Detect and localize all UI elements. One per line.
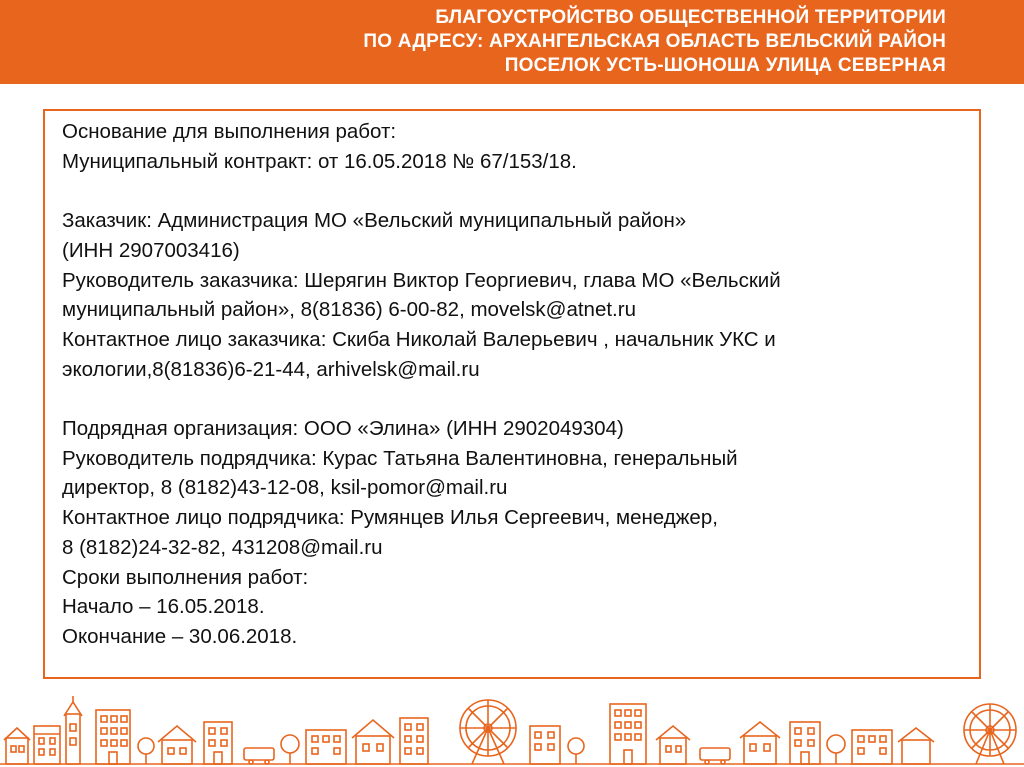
house-icon [4,728,30,764]
tree-icon [281,735,299,764]
content-frame [43,109,981,679]
contractor-head-line-1: Руководитель подрядчика: Курас Татьяна Валентиновна, генеральный [62,446,738,470]
building-icon [400,718,428,764]
tall-building-icon [96,710,130,764]
customer-inn-line: (ИНН 2907003416) [62,238,240,262]
basis-heading: Основание для выполнения работ: [62,120,397,143]
header-band [0,0,1024,84]
customer-line: Заказчик: Администрация МО «Вельский муниципальный район» [62,209,687,233]
contractor-contact-line-1: Контактное лицо подрядчика: Румянцев Илья Сергеевич, менеджер, [62,506,718,530]
city-skyline-illustration [0,696,1024,767]
building-icon [852,730,892,764]
contractor-head-line-2: директор, 8 (8182)43-12-08, ksil-pomor@mail.ru [62,476,508,500]
page-title [226,6,946,78]
building-icon [790,722,820,764]
contractor-line: Подрядная организация: ООО «Элина» (ИНН 2902049304) [62,417,624,440]
ferris-wheel-icon [964,704,1016,764]
customer-head-line-1: Руководитель заказчика: Шерягин Виктор Георгиевич, глава МО «Вельский [62,268,781,292]
paragraph-gap [62,384,972,414]
house-icon [158,726,196,764]
end-date-line: Окончание – 30.06.2018. [62,624,298,648]
building-icon [204,722,232,764]
building-icon [306,730,346,764]
title-line-1: БЛАГОУСТРОЙСТВО ОБЩЕСТВЕННОЙ ТЕРРИТОРИИ [435,7,946,28]
customer-contact-line-2: экологии,8(81836)6-21-44, arhivelsk@mail.ru [62,357,480,381]
customer-contact-line-1: Контактное лицо заказчика: Скиба Николай Валерьевич , начальник УКС и [62,327,776,351]
bus-icon [700,748,730,764]
content-text [62,117,972,652]
house-icon [352,720,394,764]
title-line-3: ПОСЕЛОК УСТЬ-ШОНОША УЛИЦА СЕВЕРНАЯ [504,55,946,76]
contractor-contact-line-2: 8 (8182)24-32-82, 431208@mail.ru [62,535,383,559]
ferris-wheel-icon [460,700,516,764]
building-icon [34,726,60,764]
tree-icon [827,735,845,764]
tower-icon [64,696,82,764]
tree-icon [138,738,154,764]
house-icon [898,728,934,764]
house-icon [740,722,780,764]
terms-heading: Сроки выполнения работ: [62,565,309,589]
tall-building-icon [610,704,646,764]
customer-head-line-2: муниципальный район», 8(81836) 6-00-82, movelsk@atnet.ru [62,298,636,322]
house-icon [656,726,690,764]
building-icon [530,726,560,764]
title-line-2: ПО АДРЕСУ: АРХАНГЕЛЬСКАЯ ОБЛАСТЬ ВЕЛЬСКИЙ РАЙОН [363,31,946,52]
paragraph-gap [62,176,972,206]
contract-line: Муниципальный контракт: от 16.05.2018 № 67/153/18. [62,149,577,173]
tree-icon [568,738,584,764]
bus-icon [244,748,274,764]
start-date-line: Начало – 16.05.2018. [62,595,265,619]
